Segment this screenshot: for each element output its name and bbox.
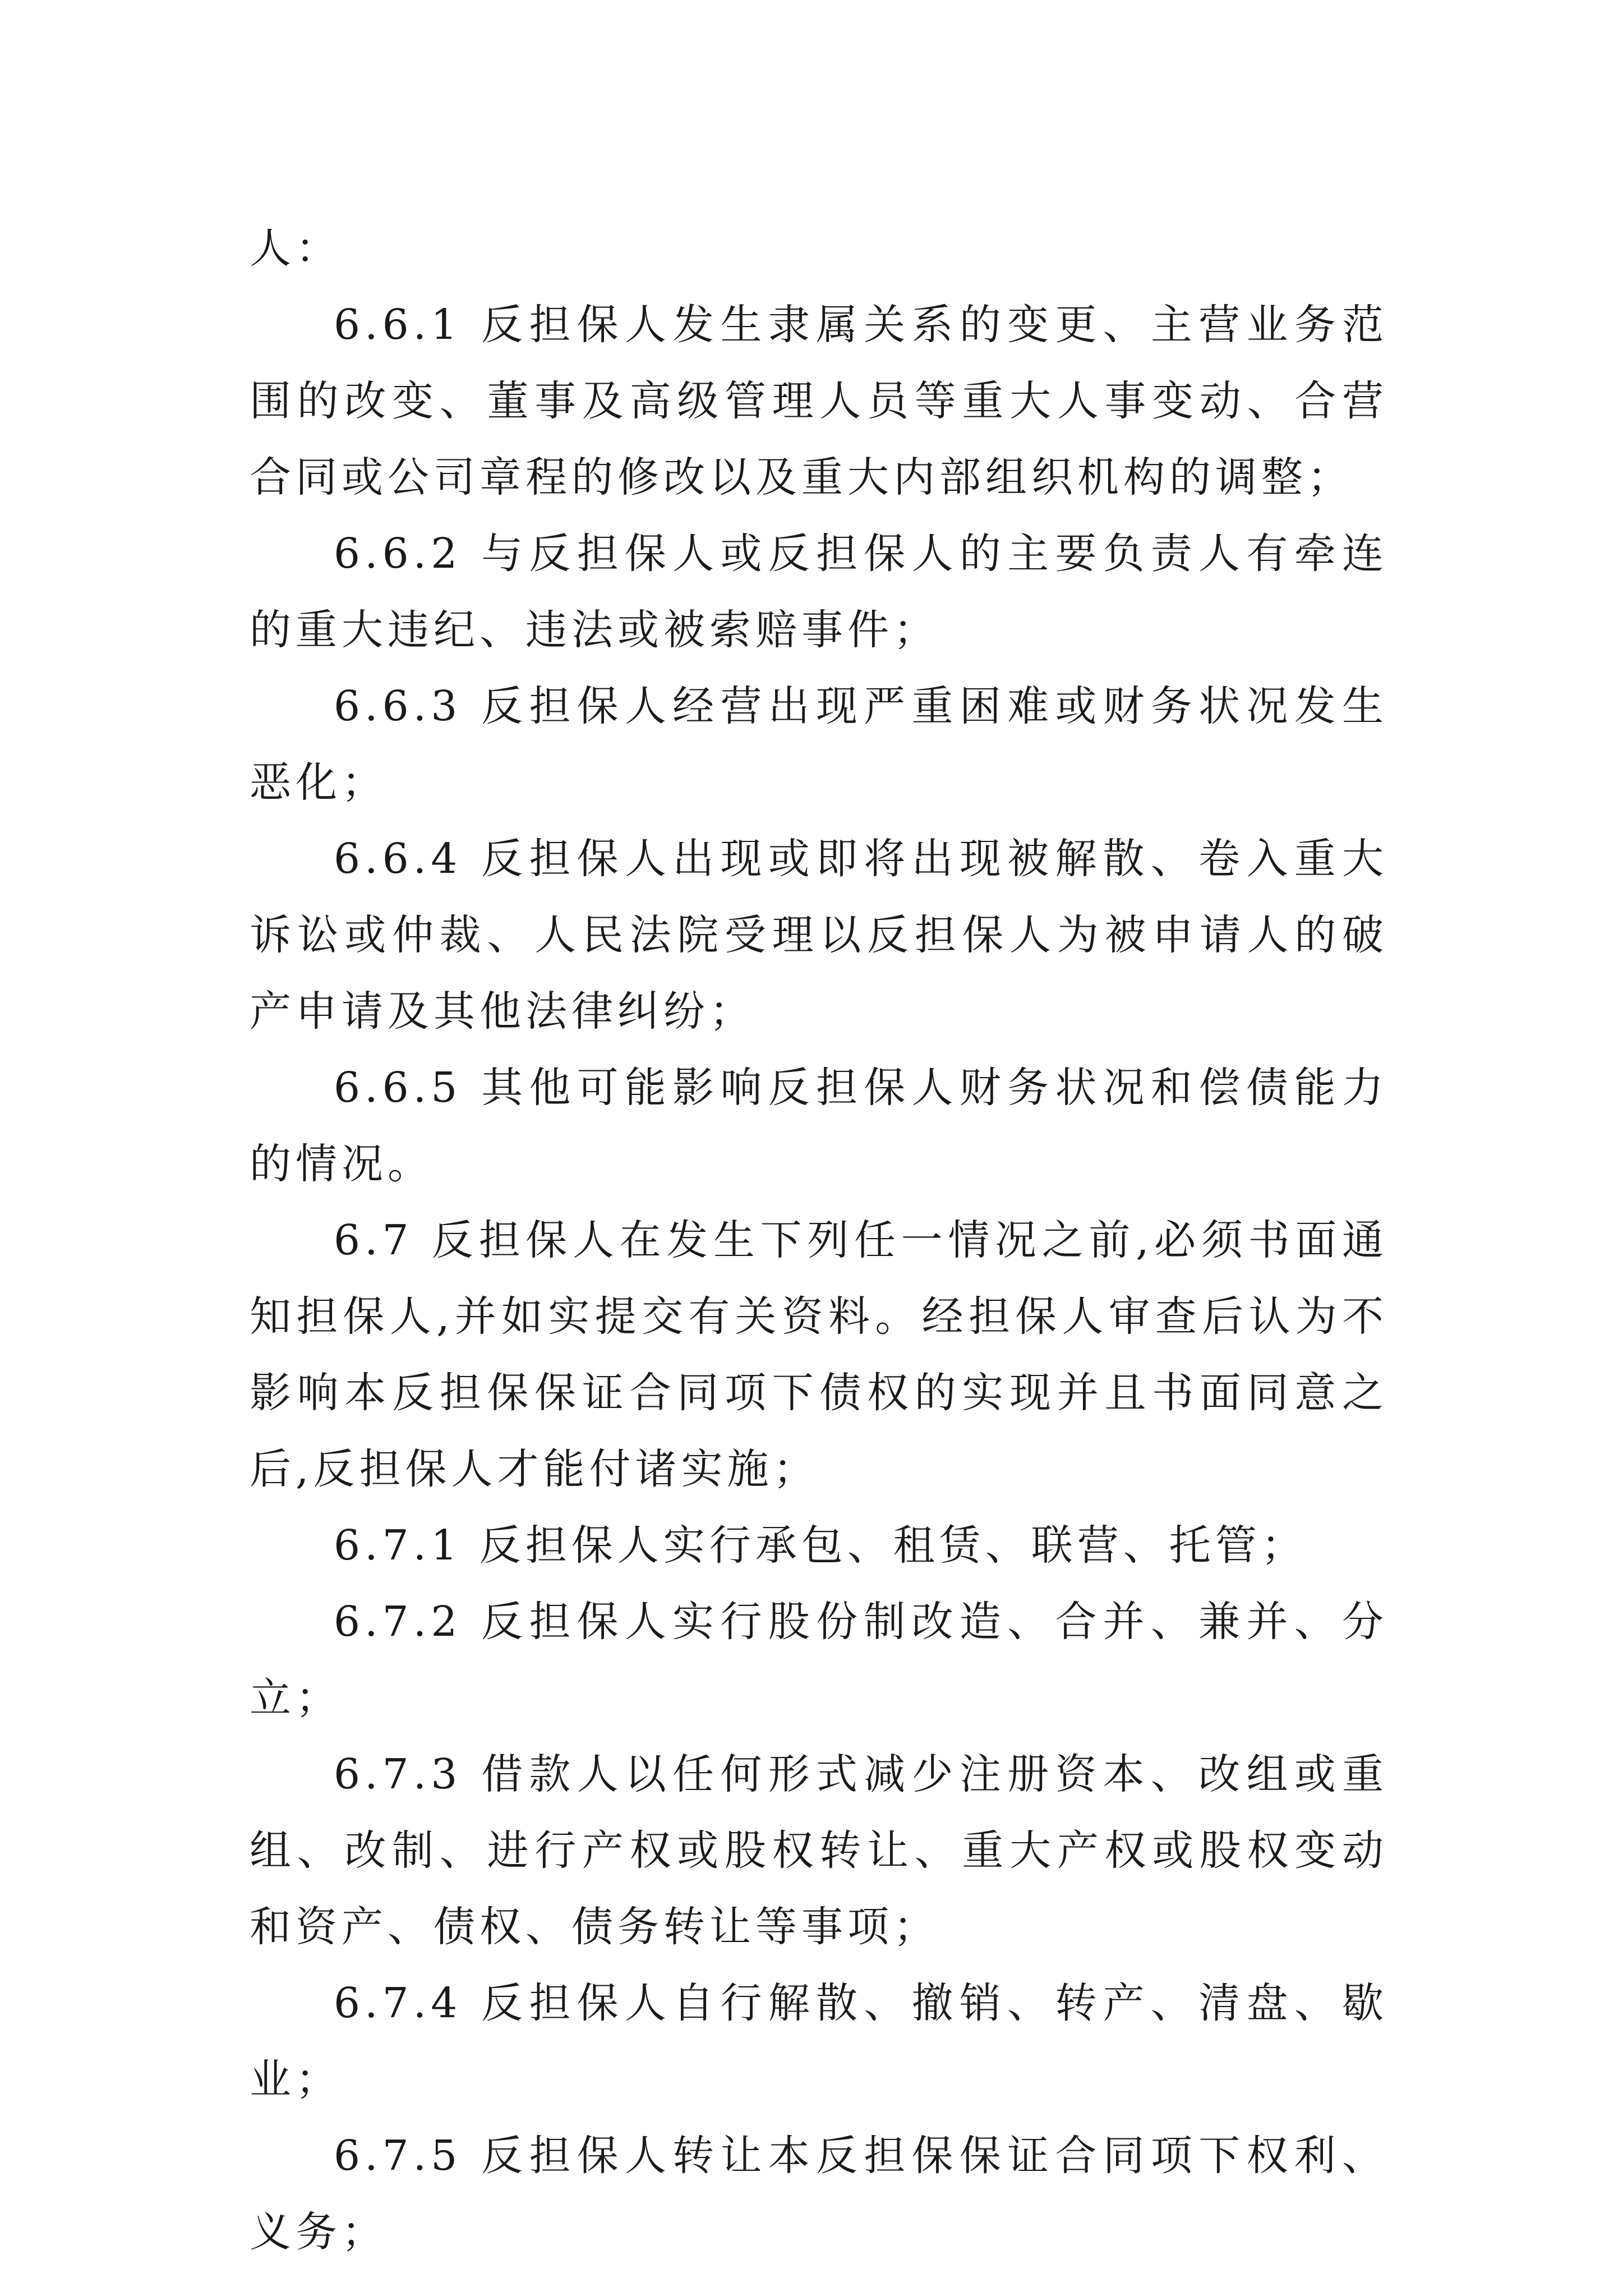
clause-6-6-3: 6.6.3 反担保人经营出现严重困难或财务状况发生恶化； <box>250 682 1388 807</box>
clause-6-7-5: 6.7.5 反担保人转让本反担保保证合同项下权利、义务； <box>250 2132 1388 2256</box>
clause-6-7-3: 6.7.3 借款人以任何形式减少注册资本、改组或重组、改制、进行产权或股权转让、重大产权或股权变动和资产、债权、债务转让等事项； <box>250 1750 1388 1951</box>
document-body <box>250 210 1388 2270</box>
clause-6-6-4: 6.6.4 反担保人出现或即将出现被解散、卷入重大诉讼或仲裁、人民法院受理以反担保人为被申请人的破产申请及其他法律纠纷； <box>250 835 1388 1036</box>
clause-6-7-4: 6.7.4 反担保人自行解散、撤销、转产、清盘、歇业； <box>250 1979 1388 2104</box>
clause-6-7-2: 6.7.2 反担保人实行股份制改造、合并、兼并、分立； <box>250 1598 1388 1722</box>
clause-6-6-2: 6.6.2 与反担保人或反担保人的主要负责人有牵连的重大违纪、违法或被索赔事件； <box>250 530 1388 654</box>
clause-6-7: 6.7 反担保人在发生下列任一情况之前,必须书面通知担保人,并如实提交有关资料。经担保人审查后认为不影响本反担保保证合同项下债权的实现并且书面同意之后,反担保人才能付诸实施； <box>250 1216 1388 1493</box>
paragraph-continuation: 人： <box>250 224 342 273</box>
clause-6-7-1: 6.7.1 反担保人实行承包、租赁、联营、托管； <box>334 1521 1307 1570</box>
clause-6-6-5: 6.6.5 其他可能影响反担保人财务状况和偿债能力的情况。 <box>250 1064 1388 1188</box>
clause-6-6-1: 6.6.1 反担保人发生隶属关系的变更、主营业务范围的改变、董事及高级管理人员等重大人事变动、合营合同或公司章程的修改以及重大内部组织机构的调整； <box>250 301 1388 501</box>
